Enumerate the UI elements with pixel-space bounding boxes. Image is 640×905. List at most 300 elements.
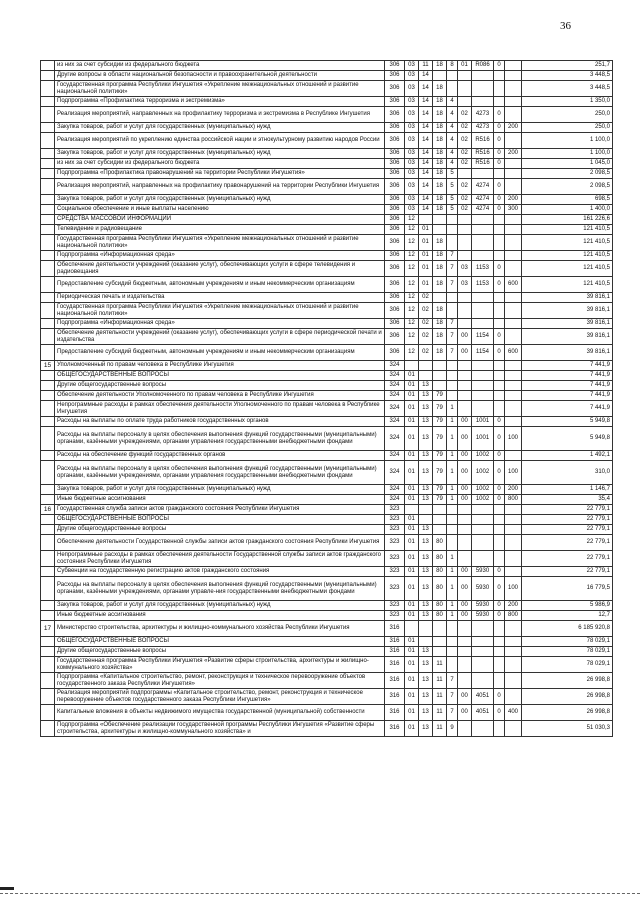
row-number (41, 705, 55, 721)
code-cell: 0 (494, 427, 505, 451)
code-cell: 300 (505, 205, 522, 215)
code-cell (494, 673, 505, 689)
code-cell (505, 451, 522, 461)
row-name: Государственная программа Республики Ингушетия «Укрепление межнациональных отношений и развитие национальной политики» (55, 235, 385, 251)
table-row (41, 611, 613, 621)
code-cell: 80 (433, 611, 447, 621)
code-cell: 79 (433, 451, 447, 461)
row-number (41, 303, 55, 319)
row-number (41, 215, 55, 225)
code-cell: 0 (494, 205, 505, 215)
code-cell (505, 61, 522, 71)
code-cell (447, 235, 458, 251)
code-cell (505, 657, 522, 673)
code-cell: 02 (458, 205, 472, 215)
code-cell: 323 (385, 505, 405, 515)
code-cell: 01 (405, 461, 419, 485)
code-cell (458, 401, 472, 417)
code-cell (458, 303, 472, 319)
row-number (41, 71, 55, 81)
row-number (41, 427, 55, 451)
code-cell (472, 215, 494, 225)
code-cell: 11 (433, 721, 447, 737)
code-cell: 5930 (472, 611, 494, 621)
budget-table-body (41, 61, 613, 737)
code-cell (472, 71, 494, 81)
table-row (41, 577, 613, 601)
code-cell: 13 (419, 673, 433, 689)
amount-cell: 22 779,1 (522, 525, 613, 535)
code-cell: 7 (447, 251, 458, 261)
code-cell (447, 361, 458, 371)
amount-cell: 250,0 (522, 107, 613, 123)
table-row (41, 293, 613, 303)
code-cell: 14 (419, 123, 433, 133)
code-cell: 306 (385, 179, 405, 195)
table-row (41, 705, 613, 721)
code-cell: 4 (447, 97, 458, 107)
row-number (41, 159, 55, 169)
code-cell: 324 (385, 361, 405, 371)
code-cell: 5 (447, 169, 458, 179)
code-cell: 400 (505, 705, 522, 721)
row-name: ОБЩЕГОСУДАРСТВЕННЫЕ ВОПРОСЫ (55, 637, 385, 647)
code-cell: 0 (494, 689, 505, 705)
code-cell (505, 251, 522, 261)
code-cell (494, 505, 505, 515)
code-cell: 4273 (472, 123, 494, 133)
code-cell (405, 621, 419, 637)
code-cell: 316 (385, 647, 405, 657)
code-cell (472, 637, 494, 647)
row-number (41, 225, 55, 235)
row-name: Капитальные вложения в объекты недвижимого имущества государственной (муниципальной) собственности (55, 705, 385, 721)
code-cell (494, 721, 505, 737)
code-cell: 00 (458, 577, 472, 601)
code-cell (419, 621, 433, 637)
code-cell: 100 (505, 461, 522, 485)
row-name: Социальное обеспечение и иные выплаты населению (55, 205, 385, 215)
code-cell: 13 (419, 551, 433, 567)
code-cell: 1 (447, 495, 458, 505)
code-cell: 13 (419, 461, 433, 485)
code-cell: 00 (458, 451, 472, 461)
code-cell (505, 133, 522, 149)
code-cell (447, 647, 458, 657)
code-cell (447, 215, 458, 225)
code-cell (458, 647, 472, 657)
code-cell: 02 (458, 195, 472, 205)
code-cell (472, 551, 494, 567)
code-cell: 79 (433, 427, 447, 451)
code-cell (472, 319, 494, 329)
row-name: из них за счет субсидии из федерального бюджета (55, 159, 385, 169)
code-cell: 316 (385, 689, 405, 705)
code-cell (494, 71, 505, 81)
table-row (41, 485, 613, 495)
table-row (41, 251, 613, 261)
code-cell (472, 169, 494, 179)
table-row (41, 319, 613, 329)
row-number (41, 401, 55, 417)
code-cell: 01 (419, 235, 433, 251)
code-cell: 324 (385, 417, 405, 427)
table-row (41, 133, 613, 149)
code-cell: 324 (385, 391, 405, 401)
code-cell (505, 525, 522, 535)
code-cell (505, 515, 522, 525)
code-cell: 1002 (472, 461, 494, 485)
amount-cell: 1 100,0 (522, 149, 613, 159)
code-cell: 306 (385, 71, 405, 81)
code-cell: 0 (494, 705, 505, 721)
code-cell: 306 (385, 61, 405, 71)
code-cell: 200 (505, 149, 522, 159)
code-cell: 1 (447, 567, 458, 577)
row-number (41, 179, 55, 195)
code-cell (458, 71, 472, 81)
row-number (41, 461, 55, 485)
code-cell: 0 (494, 567, 505, 577)
amount-cell: 3 448,5 (522, 81, 613, 97)
code-cell (433, 71, 447, 81)
code-cell: 01 (405, 551, 419, 567)
code-cell (472, 535, 494, 551)
code-cell: 02 (458, 149, 472, 159)
code-cell: 18 (433, 123, 447, 133)
code-cell: 324 (385, 371, 405, 381)
row-name: Обеспечение деятельности Уполномоченного по правам человека в Республике Ингушетия (55, 391, 385, 401)
code-cell: 03 (405, 179, 419, 195)
code-cell (458, 381, 472, 391)
code-cell: 306 (385, 225, 405, 235)
page-number: 36 (560, 20, 571, 32)
row-name: Непрограммные расходы в рамках обеспечения деятельности Государственной службы записи актов гражданского состояния Республики Ингушетия (55, 551, 385, 567)
code-cell: 01 (458, 61, 472, 71)
code-cell: 01 (405, 427, 419, 451)
row-name: Реализация мероприятий по укреплению единства российской нации и этнокультурному развитию народов России (55, 133, 385, 149)
code-cell: 100 (505, 427, 522, 451)
table-row (41, 195, 613, 205)
table-row (41, 205, 613, 215)
code-cell: 7 (447, 329, 458, 345)
code-cell (505, 505, 522, 515)
code-cell: 12 (405, 251, 419, 261)
code-cell: 01 (419, 225, 433, 235)
code-cell: 80 (433, 551, 447, 567)
code-cell (458, 515, 472, 525)
code-cell: 323 (385, 577, 405, 601)
code-cell (494, 97, 505, 107)
code-cell: 11 (433, 689, 447, 705)
row-name: Другие вопросы в области национальной безопасности и правоохранительной деятельности (55, 71, 385, 81)
table-row (41, 535, 613, 551)
row-name: Государственная программа Республики Ингушетия «Развитие сферы строительства, архитектуры и жилищно-коммунального хозяйства» (55, 657, 385, 673)
code-cell: 00 (458, 689, 472, 705)
scan-edge-mark (0, 887, 14, 890)
code-cell: 200 (505, 195, 522, 205)
code-cell: 316 (385, 721, 405, 737)
row-name: Уполномоченный по правам человека в Республике Ингушетия (55, 361, 385, 371)
table-row (41, 495, 613, 505)
code-cell (419, 215, 433, 225)
code-cell: 306 (385, 123, 405, 133)
code-cell: 4274 (472, 179, 494, 195)
row-name: Государственная программа Республики Ингушетия «Укрепление межнациональных отношений и развитие национальной политики» (55, 303, 385, 319)
row-number: 17 (41, 621, 55, 637)
row-name: Расходы на выплаты персоналу в целях обеспечения выполнения функций государственными (муниципальными) органами, казёнными учреждениями, органами управления государственными внебюджетными фондами (55, 427, 385, 451)
code-cell (472, 225, 494, 235)
code-cell (472, 391, 494, 401)
code-cell: 01 (405, 381, 419, 391)
table-row (41, 673, 613, 689)
code-cell: 14 (419, 71, 433, 81)
code-cell: 1002 (472, 495, 494, 505)
row-number (41, 577, 55, 601)
code-cell (458, 525, 472, 535)
code-cell (472, 505, 494, 515)
code-cell (447, 505, 458, 515)
code-cell: 0 (494, 195, 505, 205)
code-cell (494, 293, 505, 303)
row-number (41, 345, 55, 361)
amount-cell: 39 816,1 (522, 329, 613, 345)
row-name: Подпрограмма «Информационная среда» (55, 251, 385, 261)
amount-cell: 250,0 (522, 123, 613, 133)
row-number (41, 149, 55, 159)
code-cell (494, 391, 505, 401)
amount-cell: 3 448,5 (522, 71, 613, 81)
code-cell: 13 (419, 647, 433, 657)
row-name: Закупка товаров, работ и услуг для государственных (муниципальных) нужд (55, 485, 385, 495)
code-cell: 02 (419, 329, 433, 345)
code-cell: 306 (385, 277, 405, 293)
code-cell (433, 637, 447, 647)
table-row (41, 637, 613, 647)
code-cell (494, 657, 505, 673)
code-cell: 00 (458, 495, 472, 505)
code-cell: 323 (385, 567, 405, 577)
amount-cell: 78 029,1 (522, 647, 613, 657)
code-cell: 79 (433, 417, 447, 427)
table-row (41, 391, 613, 401)
code-cell (447, 381, 458, 391)
code-cell: 03 (405, 133, 419, 149)
code-cell: 316 (385, 705, 405, 721)
table-row (41, 235, 613, 251)
row-number (41, 205, 55, 215)
code-cell (505, 401, 522, 417)
code-cell: 00 (458, 329, 472, 345)
code-cell (458, 319, 472, 329)
row-number (41, 535, 55, 551)
code-cell: 03 (405, 61, 419, 71)
code-cell: 00 (458, 417, 472, 427)
code-cell: 02 (419, 319, 433, 329)
code-cell: 01 (405, 485, 419, 495)
table-row (41, 505, 613, 515)
row-name: Периодическая печать и издательства (55, 293, 385, 303)
row-number (41, 133, 55, 149)
code-cell: 01 (405, 705, 419, 721)
code-cell: 5930 (472, 567, 494, 577)
row-name: Закупка товаров, работ и услуг для государственных (муниципальных) нужд (55, 601, 385, 611)
code-cell: 13 (419, 567, 433, 577)
code-cell: 323 (385, 535, 405, 551)
code-cell: 12 (405, 261, 419, 277)
code-cell (494, 303, 505, 319)
code-cell (505, 371, 522, 381)
code-cell: 12 (405, 235, 419, 251)
code-cell (458, 721, 472, 737)
code-cell: 1 (447, 601, 458, 611)
code-cell: 01 (419, 251, 433, 261)
amount-cell: 121 410,5 (522, 277, 613, 293)
code-cell: 79 (433, 485, 447, 495)
code-cell (447, 293, 458, 303)
row-number (41, 657, 55, 673)
code-cell (447, 371, 458, 381)
code-cell: 0 (494, 277, 505, 293)
row-name: Другие общегосударственные вопросы (55, 381, 385, 391)
code-cell (458, 235, 472, 251)
table-row (41, 225, 613, 235)
code-cell: 80 (433, 567, 447, 577)
code-cell: 306 (385, 251, 405, 261)
code-cell: 00 (458, 427, 472, 451)
code-cell: 5 (447, 205, 458, 215)
code-cell: 306 (385, 215, 405, 225)
code-cell: 02 (419, 293, 433, 303)
code-cell: 79 (433, 461, 447, 485)
code-cell: 306 (385, 319, 405, 329)
code-cell: 200 (505, 123, 522, 133)
code-cell (494, 637, 505, 647)
code-cell (447, 657, 458, 673)
code-cell (505, 689, 522, 705)
code-cell: 12 (405, 225, 419, 235)
code-cell (505, 361, 522, 371)
code-cell: 00 (458, 461, 472, 485)
amount-cell: 51 030,3 (522, 721, 613, 737)
code-cell: 13 (419, 721, 433, 737)
code-cell (447, 225, 458, 235)
table-row (41, 621, 613, 637)
code-cell: 306 (385, 293, 405, 303)
code-cell: 01 (405, 417, 419, 427)
code-cell (505, 329, 522, 345)
code-cell (494, 225, 505, 235)
code-cell: 0 (494, 107, 505, 123)
code-cell: 14 (419, 195, 433, 205)
row-name: СРЕДСТВА МАССОВОЙ ИНФОРМАЦИИ (55, 215, 385, 225)
amount-cell: 78 029,1 (522, 657, 613, 673)
code-cell (433, 525, 447, 535)
code-cell: 316 (385, 657, 405, 673)
code-cell: 1 (447, 577, 458, 601)
code-cell: 14 (419, 179, 433, 195)
amount-cell: 22 779,1 (522, 567, 613, 577)
row-name: Реализация мероприятий подпрограммы «Капитальное строительство, ремонт, реконструкция и техническое перевооружение объектов государственного заказа Республики Ингушетия» (55, 689, 385, 705)
code-cell (505, 673, 522, 689)
code-cell: 00 (458, 567, 472, 577)
row-number (41, 195, 55, 205)
code-cell (472, 371, 494, 381)
code-cell: 03 (405, 97, 419, 107)
table-row (41, 525, 613, 535)
code-cell (433, 515, 447, 525)
code-cell (494, 215, 505, 225)
code-cell (472, 361, 494, 371)
row-number (41, 169, 55, 179)
table-row (41, 107, 613, 123)
code-cell: 14 (419, 133, 433, 149)
code-cell (505, 225, 522, 235)
code-cell: 18 (433, 235, 447, 251)
code-cell: 800 (505, 611, 522, 621)
row-number (41, 689, 55, 705)
code-cell: 13 (419, 525, 433, 535)
code-cell: 14 (419, 159, 433, 169)
code-cell: 01 (405, 567, 419, 577)
table-row (41, 123, 613, 133)
code-cell (472, 721, 494, 737)
row-name: Обеспечение деятельности учреждений (оказание услуг), обеспечивающих услуги в сфере телевидения и радиовещания (55, 261, 385, 277)
code-cell: 1153 (472, 261, 494, 277)
amount-cell: 7 441,9 (522, 371, 613, 381)
row-number (41, 235, 55, 251)
code-cell (472, 525, 494, 535)
code-cell: 12 (405, 329, 419, 345)
code-cell: 01 (419, 261, 433, 277)
code-cell: 03 (458, 261, 472, 277)
code-cell (494, 551, 505, 567)
table-row (41, 329, 613, 345)
code-cell: 200 (505, 601, 522, 611)
code-cell (505, 551, 522, 567)
amount-cell: 1 400,0 (522, 205, 613, 215)
code-cell: 03 (405, 71, 419, 81)
row-number (41, 277, 55, 293)
code-cell: 7 (447, 705, 458, 721)
code-cell (494, 525, 505, 535)
code-cell: 01 (405, 391, 419, 401)
code-cell (494, 621, 505, 637)
code-cell: 18 (433, 149, 447, 159)
row-name: Министерство строительства, архитектуры и жилищно-коммунального хозяйства Республики Ингушетия (55, 621, 385, 637)
row-number (41, 261, 55, 277)
row-number (41, 495, 55, 505)
amount-cell: 7 441,9 (522, 361, 613, 371)
code-cell: 4274 (472, 195, 494, 205)
row-name: Предоставление субсидий бюджетным, автономным учреждениям и иным некоммерческим организациям (55, 277, 385, 293)
code-cell: 4 (447, 107, 458, 123)
code-cell (458, 637, 472, 647)
amount-cell: 16 779,5 (522, 577, 613, 601)
amount-cell: 121 410,5 (522, 261, 613, 277)
code-cell: 13 (419, 417, 433, 427)
amount-cell: 5 949,8 (522, 427, 613, 451)
code-cell: 9 (447, 721, 458, 737)
code-cell: 0 (494, 261, 505, 277)
code-cell: 0 (494, 61, 505, 71)
row-name: Государственная служба записи актов гражданского состояния Республики Ингушетия (55, 505, 385, 515)
code-cell (505, 303, 522, 319)
code-cell: 0 (494, 611, 505, 621)
code-cell: 324 (385, 451, 405, 461)
code-cell: 306 (385, 81, 405, 97)
code-cell: 1 (447, 551, 458, 567)
